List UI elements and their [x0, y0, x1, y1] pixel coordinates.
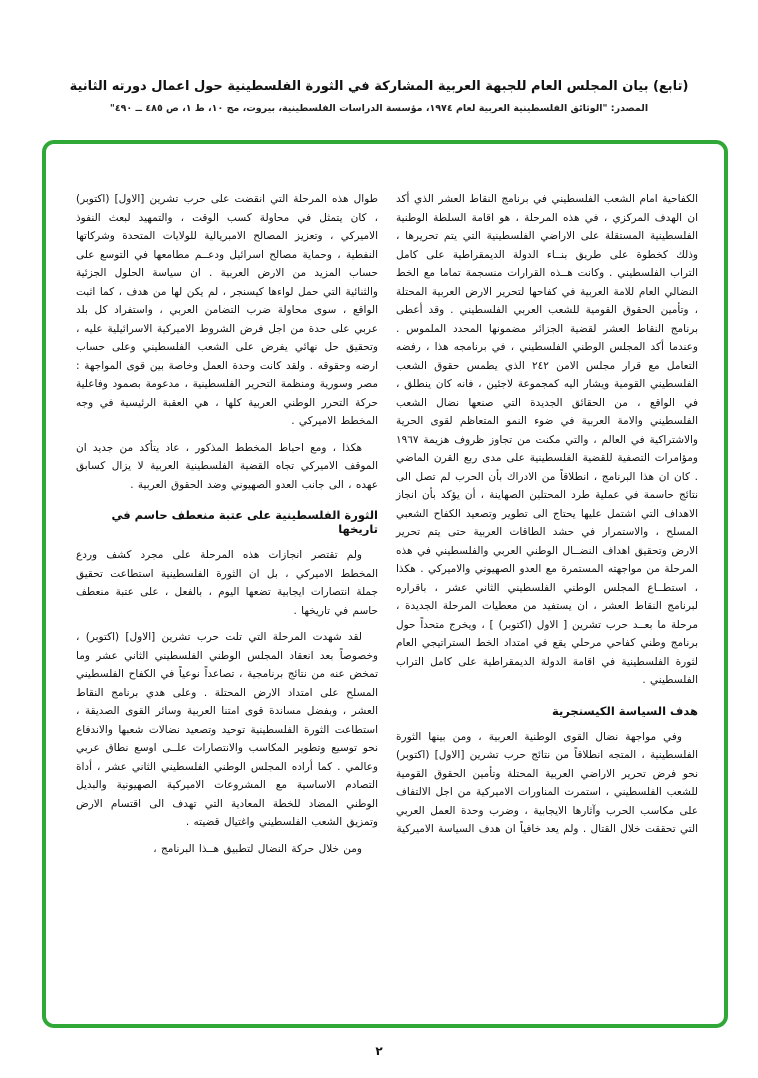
content-border-box — [42, 140, 728, 1028]
column-right — [396, 190, 698, 994]
column-left — [76, 190, 378, 994]
text-columns — [76, 190, 698, 994]
section-heading-kissinger-policy: هدف السياسة الكيسنجرية — [551, 703, 698, 718]
document-source-line: المصدر: "الوثائق الفلسطينية العربية لعام ١٩٧٤، مؤسسة الدراسات الفلسطينية، بيروت، مج ١٠، ط ١، ص ٤٨٥ ــ ٤٩٠" — [109, 103, 649, 115]
paragraph: الكفاحية امام الشعب الفلسطيني في برنامج النقاط العشر الذي أكد ان الهدف المركزي ، في هذه المرحلة ، هو اقامة السلطة الوطنية الفلسطينية المستقلة على الاراضي الفلسطينية التي يتم تحريرها ، وذلك كخطوة على طريق بنــاء الدولة الديمقراطية على كامل التراب الفلسطيني . وكانت هــذه القرارات منسجمة تماما مع الخط النضالي العام للامة العربية في كفاحها لتحرير الارض العربية المحتلة ، وتأمين الحقوق القومية للشعب العربي الفلسطيني . وقد أعطى برنامج النقاط العشر لقضية الجزائر مضمونها المحدد الملموس . وعندما أكد المجلس الوطني الفلسطيني ، في برنامجه هذا ، رفضه التعامل مع قرار مجلس الامن ٢٤٢ الذي يطمس حقوق الشعب الفلسطيني القومية ويشار اليه كمجموعة لاجئين ، فانه كان ينطلق ، في الواقع ، من الحقائق الجديدة التي صنعها نضال الشعب الفلسطيني والامة العربية في ضوء النمو المتعاظم لقوى الحرية والاشتراكية في العالم ، والتي مكنت من تجاوز ظروف هزيمة ١٩٦٧ ومؤامرات التصفية للقضية الفلسطينية على مدى ربع القرن الماضي . كان ان هذا البرنامج ، انطلاقاً من الادراك بأن الحرب لم تصل الى نتائج حاسمة في عملية طرد المحتلين الصهاينة ، أن يؤكد بأن انجاز الاهداف التي اشتمل عليها يحتاج الى تطوير وتصعيد الكفاح الشعبي المسلح ، والاستمرار في حشد الطاقات العربية حتى يتم تحرير الارض وتحقيق اهداف النضــال الوطني العربي والفلسطيني في هذه المرحلة من مواجهته المستمرة مع العدو الصهيوني والاميركي . هكذا ، استطــاع المجلس الوطني الفلسطيني الثاني عشر ، باقراره لبرنامج النقاط العشر ، ان يستفيد من معطيات المرحلة الجديدة ، مرحلة ما بعــد حرب تشرين [ الاول (اكتوبر) ] ، ويخرج متحداً حول برنامج وطني كفاحي مرحلي يقع في امتداد الخط الستراتيجي العام لثورة الفلسطينية في اقامة الدولة الديمقراطية على كامل التراب الفلسطيني . — [396, 193, 698, 686]
document-title: (تابع) بيان المجلس العام للجبهة العربية المشاركة في الثورة الفلسطينية حول اعمال دورته الثانية — [69, 79, 689, 94]
paragraph: وفي مواجهة نضال القوى الوطنية العربية ، ومن بينها الثورة الفلسطينية ، المتجه انطلاقاً من نتائج حرب تشرين [الاول] (اكتوبر) نحو فرض تحرير الاراضي العربية المحتلة وتأمين الحقوق القومية للشعب الفلسطيني ، استمرت المناورات الاميركية من اجل الالتفاف على مكاسب الحرب وآثارها الايجابية ، وضرب وحدة العمل العربي التي تحققت خلال القتال . ولم يعد خافياً ان هدف السياسة الاميركية — [396, 730, 698, 835]
paragraph: ولم تقتصر انجازات هذه المرحلة على مجرد كشف وردع المخطط الاميركي ، بل ان الثورة الفلسطينية استطاعت تحقيق جملة انتصارات ايجابية تضعها اليوم ، بالفعل ، على عتبة منعطف حاسم في تاريخها . — [76, 549, 378, 617]
paragraph: هكذا ، ومع احباط المخطط المذكور ، عاد يتأكد من جديد ان الموقف الاميركي تجاه القضية الفلسطينية العربية لا يزال كسابق عهده ، الى جانب العدو الصهيوني وضد الحقوق العربية . — [76, 441, 378, 491]
page-number: ٢ — [375, 1044, 383, 1058]
document-header — [0, 0, 758, 114]
paragraph: ومن خلال حركة النضال لتطبيق هــذا البرنامج ، — [153, 842, 362, 855]
paragraph: لقد شهدت المرحلة التي تلت حرب تشرين [الاول] (اكتوبر) ، وخصوصاً بعد انعقاد المجلس الوطني الفلسطيني الثاني عشر وما تمخض عنه من نتائج برنامجية ، تصاعداً نوعياً في الكفاح الفلسطيني المسلح على امتداد الارض المحتلة . وعلى هدي برنامج النقاط العشر ، وبفضل مساندة قوى امتنا العربية وسائر القوى الصديقة ، استطاعت الثورة الفلسطينية توحيد وتصعيد نضالات شعبها والاندفاع نحو توسيع وتطوير المكاسب والانتصارات علــى اوسع نطاق عربي وعالمي . كما أراده المجلس الوطني الفلسطيني الثاني عشر ، أداة التصادم الاساسية مع المشروعات الاميركية الصهيونية والبديل الوطني المضاد للخطة المعادية التي تهدف الى اقتسام الارض وتمزيق الشعب الفلسطيني واغتيال قضيته . — [76, 631, 378, 828]
section-heading-revolution-threshold: الثورة الفلسطينية على عتبة منعطف حاسم في تاريخها — [111, 508, 378, 536]
paragraph: طوال هذه المرحلة التي انقضت على حرب تشرين [الاول] (اكتوبر) ، كان يتمثل في محاولة كسب الوقت ، والتمهيد لبعث النفوذ الاميركي ، وتعزيز المصالح الامبريالية للولايات المتحدة وشركاتها النفطية ، وحماية مصالح اسرائيل ودعــم مطامعها في التوسع على حساب المزيد من الارض العربية . ان سياسة الحلول الجزئية والثنائية التي حمل لواءها كيسنجر ، لم يكن لها من هدف ، كما اثبت الواقع ، سوى محاولة ضرب التضامن العربي ، واستفراد كل بلد عربي على حدة من اجل فرض الشروط الاميركية الاسرائيلية عليه ، وتحقيق حل نهائي يفرض على الشعب الفلسطيني وعلى حساب ارضه وحقوقه . ولقد كانت وحدة العمل وخاصة بين قوى المواجهة : مصر وسورية ومنظمة التحرير الفلسطينية ، مدعومة بصمود وفاعلية حركة التحرر الوطني العربية كلها ، هي العقبة الرئيسية في وجه المخطط الاميركي . — [76, 193, 378, 427]
